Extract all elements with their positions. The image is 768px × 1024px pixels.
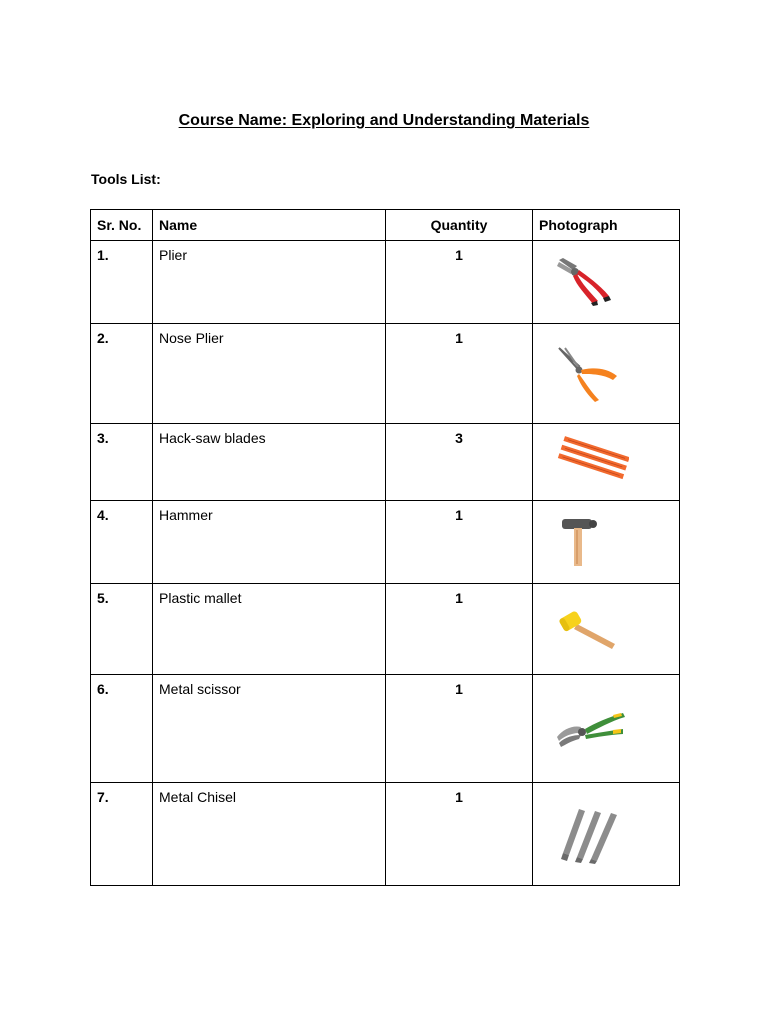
row-photograph [533,675,680,783]
header-sr-no: Sr. No. [91,210,153,241]
table-row [91,324,680,424]
metal-scissor-icon [555,707,627,751]
row-sr-no: 1. [91,241,153,324]
nose-plier-icon [555,346,625,404]
table-row [91,424,680,501]
table-row [91,241,680,324]
header-name: Name [153,210,386,241]
row-quantity: 1 [386,241,533,324]
table-row [91,783,680,886]
table-row [91,501,680,584]
row-sr-no: 4. [91,501,153,584]
row-name: Nose Plier [153,324,386,424]
page-title: Course Name: Exploring and Understanding Materials [178,112,590,129]
plastic-mallet-icon [559,608,619,652]
row-photograph [533,324,680,424]
row-quantity: 1 [386,324,533,424]
row-quantity: 1 [386,584,533,675]
row-name: Metal Chisel [153,783,386,886]
row-photograph [533,424,680,501]
row-sr-no: 6. [91,675,153,783]
row-photograph [533,783,680,886]
tools-list-heading: Tools List: [91,171,161,187]
plier-icon [555,256,615,308]
row-sr-no: 7. [91,783,153,886]
header-photograph: Photograph [533,210,680,241]
row-photograph [533,584,680,675]
row-name: Hammer [153,501,386,584]
row-quantity: 1 [386,501,533,584]
table-header-row [91,210,680,241]
row-photograph [533,501,680,584]
row-name: Hack-saw blades [153,424,386,501]
row-name: Plier [153,241,386,324]
row-sr-no: 2. [91,324,153,424]
hacksaw-blades-icon [557,436,629,484]
hammer-icon [559,516,599,568]
header-quantity: Quantity [386,210,533,241]
row-quantity: 1 [386,675,533,783]
row-name: Metal scissor [153,675,386,783]
row-sr-no: 5. [91,584,153,675]
row-quantity: 3 [386,424,533,501]
row-sr-no: 3. [91,424,153,501]
row-quantity: 1 [386,783,533,886]
tools-table [90,209,680,886]
row-name: Plastic mallet [153,584,386,675]
table-row [91,584,680,675]
row-photograph [533,241,680,324]
metal-chisel-icon [557,805,621,865]
table-row [91,675,680,783]
